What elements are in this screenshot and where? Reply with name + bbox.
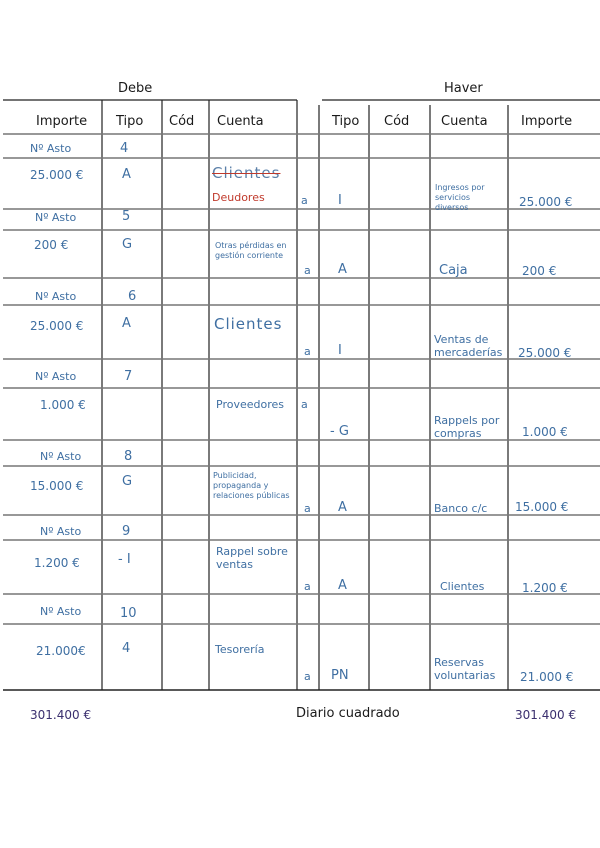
haber-tipo: PN: [331, 668, 349, 683]
asto-label: Nº Asto: [35, 211, 77, 224]
debe-cuenta: Publicidad, propaganda y relaciones públicas: [213, 471, 290, 500]
col-cod2: Cód: [384, 114, 410, 129]
debe-importe: 1.200 €: [34, 556, 80, 570]
asto-label: Nº Asto: [40, 605, 82, 618]
debe-importe: 21.000€: [36, 644, 86, 658]
haber-tipo: A: [338, 500, 347, 515]
asto-number: 4: [120, 141, 129, 156]
total-haber: 301.400 €: [515, 708, 577, 722]
haber-cuenta: Ingresos por servicios diversos: [435, 183, 485, 212]
debe-tipo: A: [122, 316, 131, 331]
debe-header: Debe: [118, 81, 153, 96]
debe-cuenta-struck: Clientes: [212, 164, 281, 182]
asto-label: Nº Asto: [30, 142, 72, 155]
col-importe2: Importe: [521, 114, 573, 129]
debe-importe: 15.000 €: [30, 479, 84, 493]
col-cod: Cód: [169, 114, 195, 129]
asto-number: 10: [120, 606, 137, 621]
debe-importe: 200 €: [34, 238, 69, 252]
haber-cuenta: Banco c/c: [434, 502, 488, 515]
debe-tipo: - I: [118, 552, 131, 567]
asto-number: 8: [124, 449, 133, 464]
asto-number: 5: [122, 209, 131, 224]
haber-importe: 25.000 €: [518, 346, 572, 360]
balanced-label: Diario cuadrado: [296, 706, 400, 721]
debe-cuenta: Clientes: [214, 315, 283, 333]
col-cuenta: Cuenta: [217, 114, 264, 129]
debe-importe: 25.000 €: [30, 168, 84, 182]
a-connector: a: [304, 580, 311, 593]
a-connector: a: [304, 502, 311, 515]
debe-tipo: G: [122, 474, 133, 489]
haber-importe: 1.200 €: [522, 581, 568, 595]
haber-cuenta: Caja: [439, 263, 468, 278]
haber-cuenta: Clientes: [440, 580, 485, 593]
debe-cuenta: Otras pérdidas en gestión corriente: [215, 241, 287, 260]
col-importe: Importe: [36, 114, 88, 129]
col-tipo: Tipo: [116, 114, 144, 129]
haber-tipo: A: [338, 262, 347, 277]
a-connector: a: [301, 398, 308, 411]
total-debe: 301.400 €: [30, 708, 92, 722]
debe-cuenta: Rappel sobre ventas: [216, 545, 288, 571]
a-connector: a: [301, 194, 308, 207]
haver-header: Haver: [444, 81, 483, 96]
haber-importe: 15.000 €: [515, 500, 569, 514]
asto-label: Nº Asto: [40, 525, 82, 538]
a-connector: a: [304, 264, 311, 277]
asto-label: Nº Asto: [35, 370, 77, 383]
col-cuenta2: Cuenta: [441, 114, 488, 129]
haber-importe: 1.000 €: [522, 425, 568, 439]
haber-tipo: - G: [330, 424, 349, 439]
haber-tipo: I: [338, 343, 342, 358]
haber-importe: 25.000 €: [519, 195, 573, 209]
haber-cuenta: Rappels por compras: [434, 414, 500, 440]
haber-importe: 21.000 €: [520, 670, 574, 684]
debe-tipo: A: [122, 167, 131, 182]
a-connector: a: [304, 345, 311, 358]
haber-tipo: I: [338, 193, 342, 208]
debe-cuenta: Tesorería: [215, 643, 265, 656]
col-tipo2: Tipo: [332, 114, 360, 129]
haber-cuenta: Reservas voluntarias: [434, 656, 496, 682]
haber-importe: 200 €: [522, 264, 557, 278]
debe-importe: 1.000 €: [40, 398, 86, 412]
asto-number: 7: [124, 369, 133, 384]
debe-tipo: G: [122, 237, 133, 252]
debe-importe: 25.000 €: [30, 319, 84, 333]
asto-label: Nº Asto: [35, 290, 77, 303]
debe-cuenta: Proveedores: [216, 398, 284, 411]
asto-number: 6: [128, 289, 137, 304]
haber-tipo: A: [338, 578, 347, 593]
haber-cuenta: Ventas de mercaderías: [434, 333, 503, 359]
debe-cuenta: Deudores: [212, 191, 265, 204]
a-connector: a: [304, 670, 311, 683]
debe-tipo: 4: [122, 641, 131, 656]
asto-number: 9: [122, 524, 131, 539]
asto-label: Nº Asto: [40, 450, 82, 463]
